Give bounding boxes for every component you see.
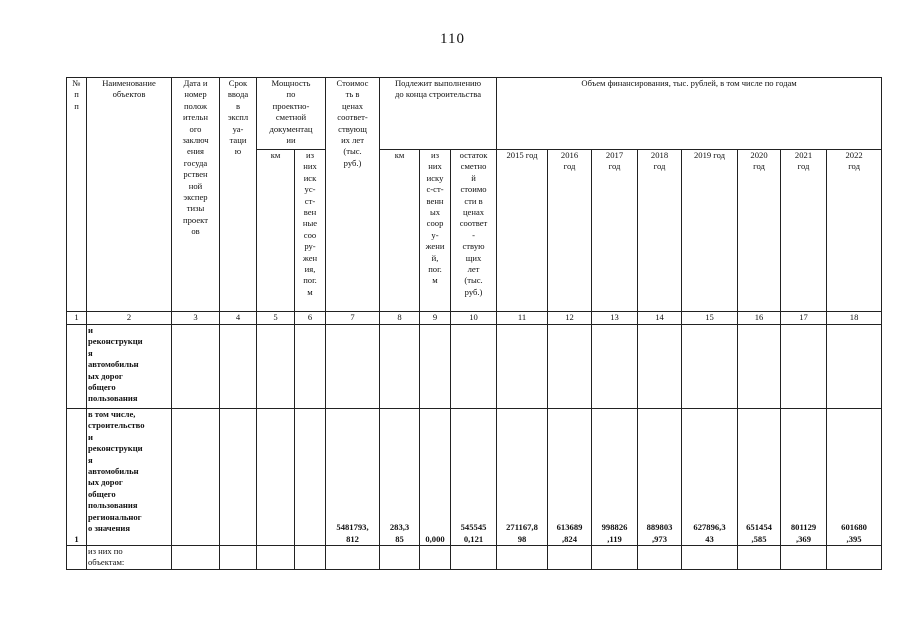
header-year-2019: 2019 год [682, 150, 738, 312]
cell-km: 283,3 85 [380, 409, 420, 546]
column-number: 10 [451, 312, 497, 325]
table-row [67, 409, 882, 546]
header-col-6: из них иск ус- ст- вен ные соо ру- жен ия, пог. м [295, 150, 326, 312]
column-number: 18 [827, 312, 882, 325]
header-year-2015: 2015 год [497, 150, 548, 312]
cell-2016: 613689 ,824 [548, 409, 592, 546]
column-number: 6 [295, 312, 326, 325]
header-col-5: км [257, 150, 295, 312]
row-number: 1 [67, 409, 87, 546]
cell-2015: 271167,8 98 [497, 409, 548, 546]
header-col-1: № п п [67, 78, 87, 312]
cell-2021: 801129 ,369 [781, 409, 827, 546]
column-number: 4 [220, 312, 257, 325]
header-col-8: км [380, 150, 420, 312]
header-col-9: из них иску с-ст- венн ых соор у- жени й, пог. м [420, 150, 451, 312]
header-col-5-6: Мощность по проектно- сметной документац ии [257, 78, 326, 150]
column-number: 3 [172, 312, 220, 325]
cell-2022: 601680 ,395 [827, 409, 882, 546]
header-col-4: Срок ввода в экспл уа- таци ю [220, 78, 257, 312]
cell-structures: 0,000 [420, 409, 451, 546]
column-number: 5 [257, 312, 295, 325]
header-col-2: Наименование объектов [87, 78, 172, 312]
header-year-2018: 2018 год [638, 150, 682, 312]
column-number: 17 [781, 312, 827, 325]
page-number: 110 [440, 31, 465, 47]
financing-table [66, 77, 882, 570]
header-year-2022: 2022 год [827, 150, 882, 312]
table-row [67, 546, 882, 570]
column-number: 14 [638, 312, 682, 325]
column-number: 15 [682, 312, 738, 325]
column-number: 11 [497, 312, 548, 325]
cell-2017: 998826 ,119 [592, 409, 638, 546]
header-row-1 [67, 78, 882, 150]
header-col-11-18: Объем финансирования, тыс. рублей, в том числе по годам [497, 78, 882, 150]
column-number: 2 [87, 312, 172, 325]
header-col-10: остаток сметно й стоимо сти в ценах соответ - ствую щих лет (тыс. руб.) [451, 150, 497, 312]
column-number: 8 [380, 312, 420, 325]
column-number-row [67, 312, 882, 325]
cell-2020: 651454 ,585 [738, 409, 781, 546]
cell-2019: 627896,3 43 [682, 409, 738, 546]
header-year-2020: 2020 год [738, 150, 781, 312]
column-number: 7 [326, 312, 380, 325]
column-number: 9 [420, 312, 451, 325]
cell-cost: 5481793, 812 [326, 409, 380, 546]
column-number: 12 [548, 312, 592, 325]
header-col-3: Дата и номер полож ительн ого заключ ения госуда рствен ной экспер тизы проект ов [172, 78, 220, 312]
row-name: из них по объектам: [87, 546, 172, 570]
column-number: 16 [738, 312, 781, 325]
cell-2018: 889803 ,973 [638, 409, 682, 546]
header-col-8-10: Подлежит выполнению до конца строительства [380, 78, 497, 150]
cell-remaining-cost: 545545 0,121 [451, 409, 497, 546]
row-name: и реконструкци я автомобильн ых дорог общего пользования [87, 325, 172, 409]
header-year-2017: 2017 год [592, 150, 638, 312]
column-number: 13 [592, 312, 638, 325]
header-year-2016: 2016 год [548, 150, 592, 312]
header-year-2021: 2021 год [781, 150, 827, 312]
header-col-7: Стоимос ть в ценах соответ- ствующ их лет (тыс. руб.) [326, 78, 380, 312]
table-row [67, 325, 882, 409]
column-number: 1 [67, 312, 87, 325]
row-name: в том числе, строительство и реконструкци я автомобильн ых дорог общего пользования региональног о значения [87, 409, 172, 546]
